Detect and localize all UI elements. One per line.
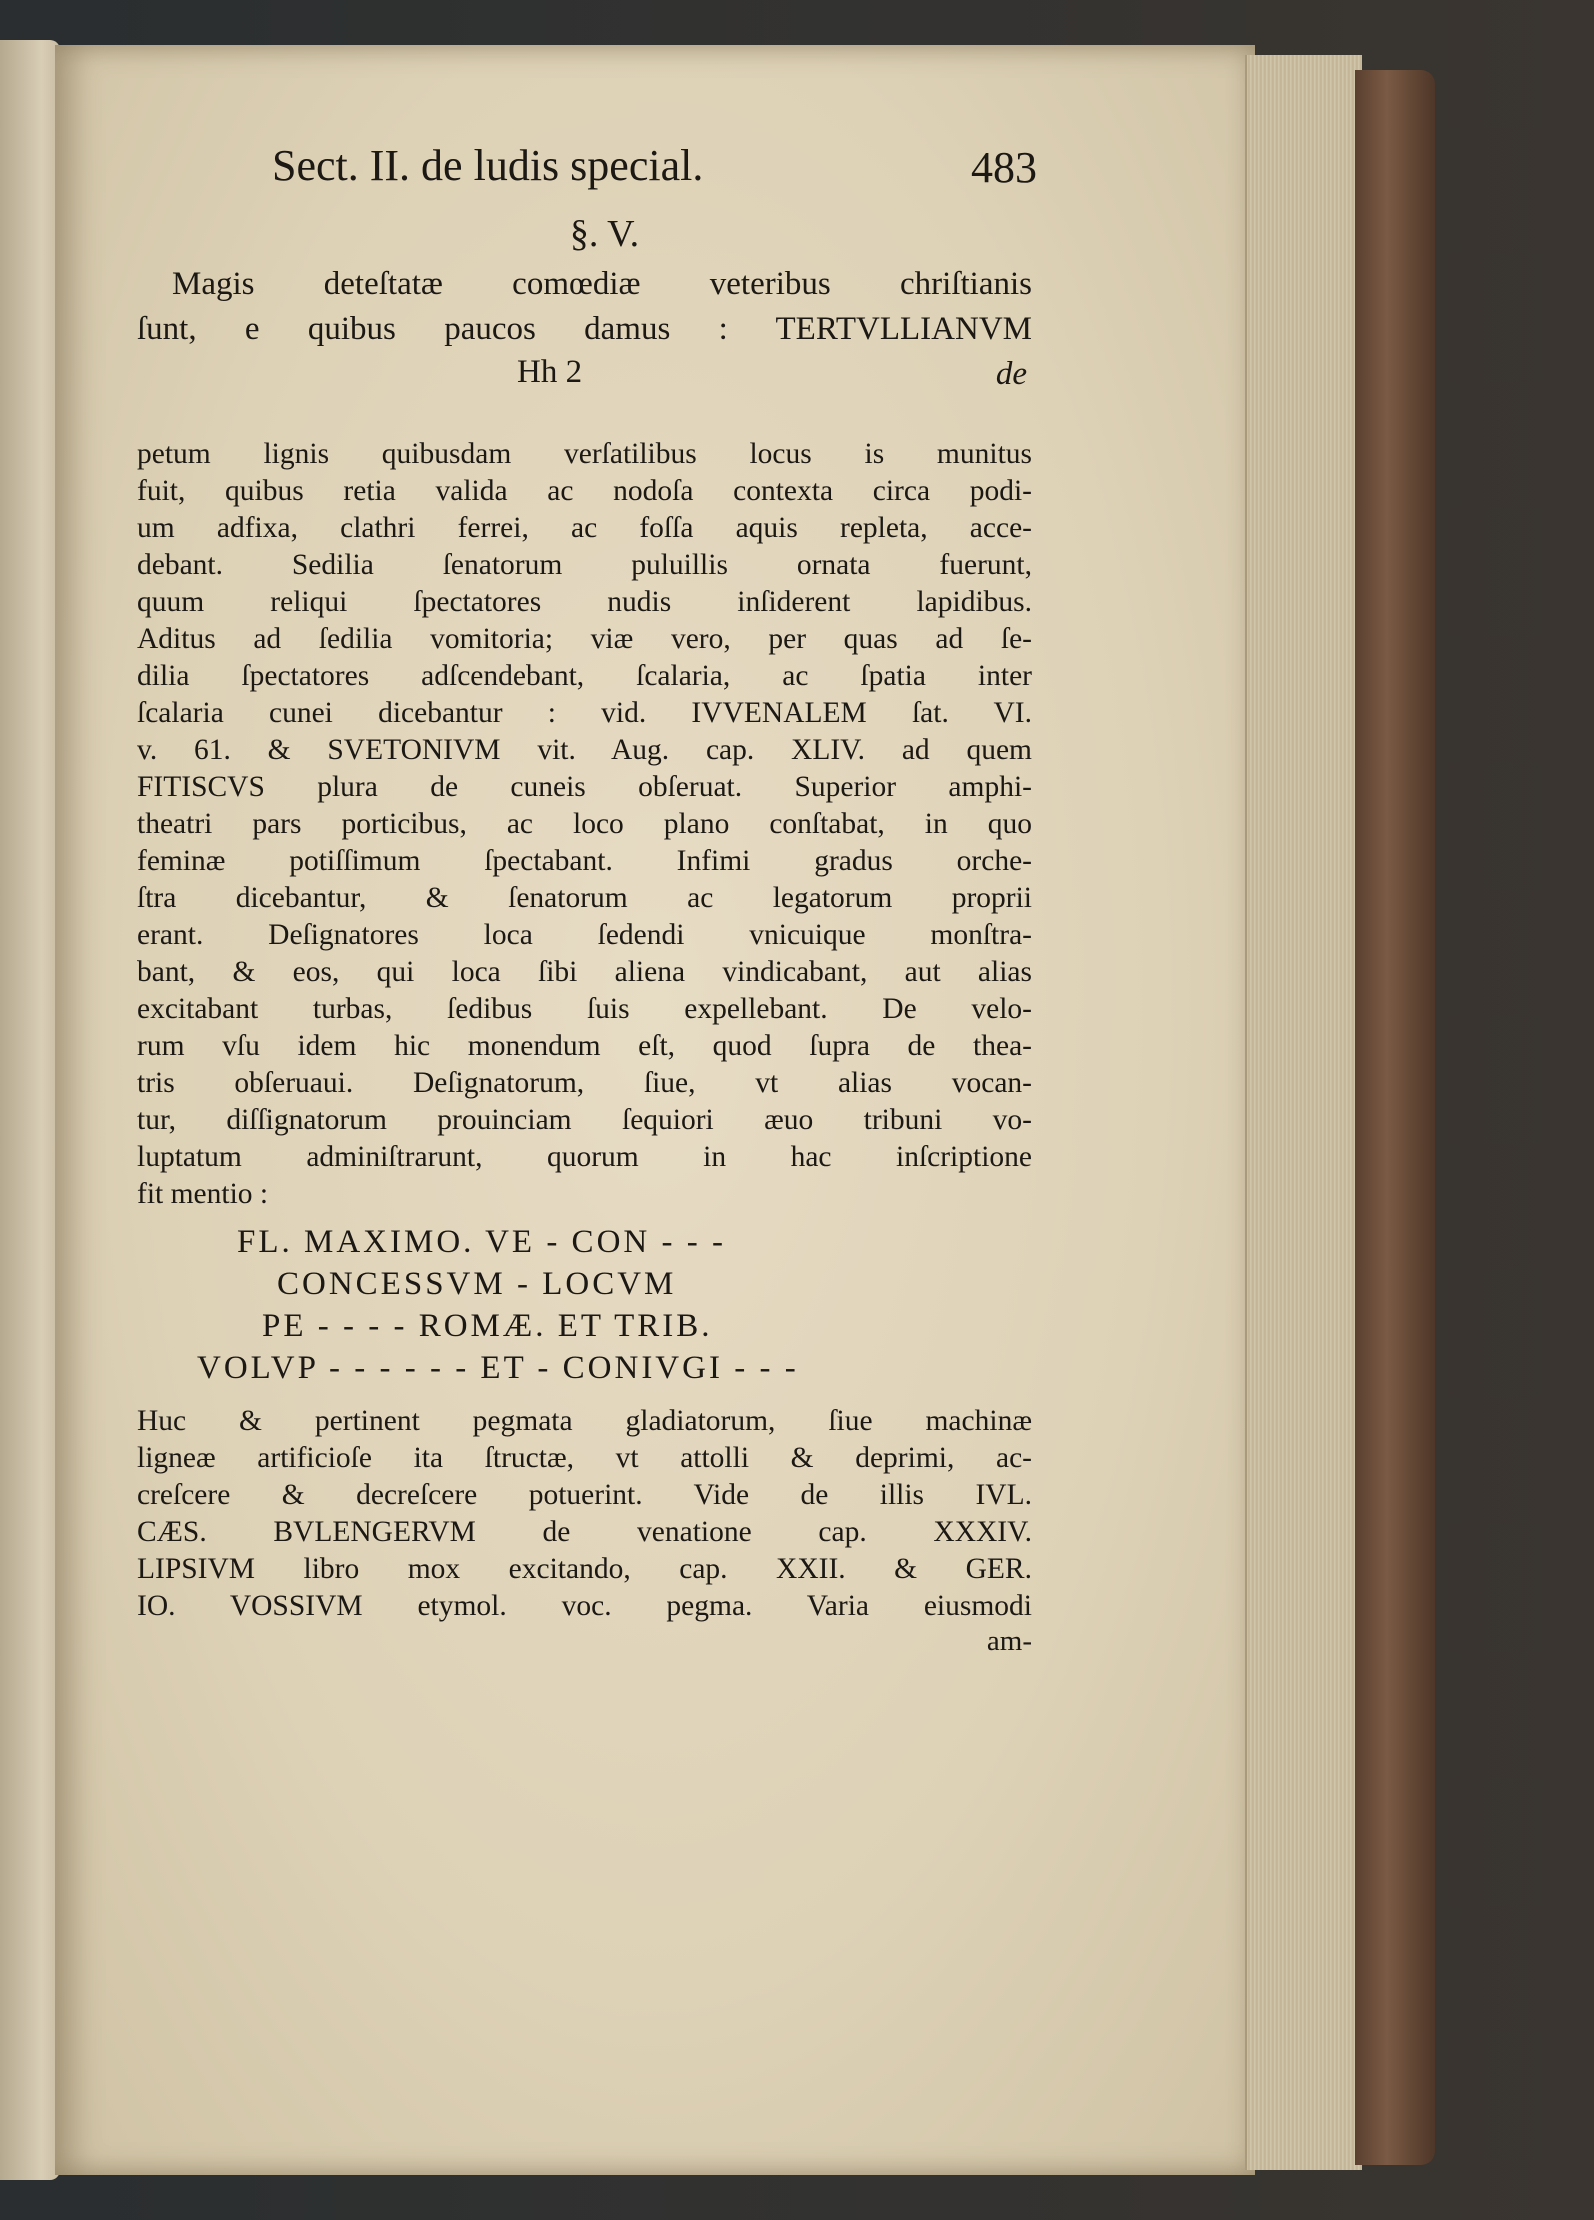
body-paragraph-2: [137, 1403, 1032, 1625]
body-line: creſcere & decreſcere potuerint. Vide de illis IVL.: [137, 1479, 1032, 1511]
book-cover-edge: [1355, 70, 1435, 2165]
body-line: erant. Deſignatores loca ſedendi vnicuique monſtra-: [137, 919, 1032, 951]
body-line: tris obſeruaui. Deſignatorum, ſiue, vt alias vocan-: [137, 1067, 1032, 1099]
body-line: rum vſu idem hic monendum eſt, quod ſupra de thea-: [137, 1030, 1032, 1062]
bottom-catchword: am-: [986, 1625, 1032, 1657]
body-line: LIPSIVM libro mox excitando, cap. XXII. & GER.: [137, 1553, 1032, 1585]
page-text: [137, 130, 1037, 1665]
body-line: CÆS. BVLENGERVM de venatione cap. XXXIV.: [137, 1516, 1032, 1548]
lead-line: ſunt, e quibus paucos damus : TERTVLLIANVM: [137, 311, 1032, 347]
lead-line: Magis deteſtatæ comœdiæ veteribus chriſtianis: [172, 266, 1032, 302]
body-line: ligneæ artificioſe ita ſtructæ, vt attolli & deprimi, ac-: [137, 1442, 1032, 1474]
body-line: feminæ potiſſimum ſpectabant. Infimi gradus orche-: [137, 845, 1032, 877]
inscription-line: FL. MAXIMO. VE - CON - - -: [237, 1224, 726, 1260]
signature-mark: Hh 2: [517, 354, 583, 390]
body-line: tur, diſſignatorum prouinciam ſequiori æuo tribuni vo-: [137, 1104, 1032, 1136]
inscription-line: CONCESSVM - LOCVM: [277, 1266, 677, 1302]
body-line: excitabant turbas, ſedibus ſuis expellebant. De velo-: [137, 993, 1032, 1025]
body-paragraph: [137, 436, 1032, 1213]
previous-page-edge: [0, 40, 60, 2180]
signature-line: [137, 352, 1032, 400]
lead-paragraph: [137, 262, 1032, 352]
running-head: [137, 130, 1037, 192]
page-block-edges: [1245, 55, 1362, 2170]
inscription-block: [137, 1221, 1032, 1389]
body-line: ſtra dicebantur, & ſenatorum ac legatorum proprii: [137, 882, 1032, 914]
body-line: bant, & eos, qui loca ſibi aliena vindicabant, aut alias: [137, 956, 1032, 988]
body-line: Huc & pertinent pegmata gladiatorum, ſiue machinæ: [137, 1405, 1032, 1437]
body-line: theatri pars porticibus, ac loco plano conſtabat, in quo: [137, 808, 1032, 840]
body-line: fuit, quibus retia valida ac nodoſa contexta circa podi-: [137, 475, 1032, 507]
body-line: luptatum adminiſtrarunt, quorum in hac inſcriptione: [137, 1141, 1032, 1173]
section-heading: §. V.: [569, 213, 640, 255]
body-line: Aditus ad ſedilia vomitoria; viæ vero, per quas ad ſe-: [137, 623, 1032, 655]
body-line: um adfixa, clathri ferrei, ac foſſa aquis repleta, acce-: [137, 512, 1032, 544]
body-line: dilia ſpectatores adſcendebant, ſcalaria, ac ſpatia inter: [137, 660, 1032, 692]
inscription-line: PE - - - - ROMÆ. ET TRIB.: [262, 1308, 713, 1344]
body-line: debant. Sedilia ſenatorum puluillis ornata fuerunt,: [137, 549, 1032, 581]
catchword: de: [995, 356, 1027, 392]
inscription-line: VOLVP - - - - - - ET - CONIVGI - - -: [197, 1350, 799, 1386]
body-line: IO. VOSSIVM etymol. voc. pegma. Varia eiusmodi: [137, 1590, 1032, 1622]
body-line: v. 61. & SVETONIVM vit. Aug. cap. XLIV. ad quem: [137, 734, 1032, 766]
page-number: 483: [971, 143, 1037, 192]
bottom-catchword-line: [137, 1625, 1032, 1665]
body-line: fit mentio :: [137, 1178, 269, 1210]
running-head-title: Sect. II. de ludis special.: [272, 141, 704, 190]
body-line: ſcalaria cunei dicebantur : vid. IVVENALEM ſat. VI.: [137, 697, 1032, 729]
body-line: quum reliqui ſpectatores nudis inſiderent lapidibus.: [137, 586, 1032, 618]
body-line: petum lignis quibusdam verſatilibus locus is munitus: [137, 438, 1032, 470]
body-line: FITISCVS plura de cuneis obſeruat. Superior amphi-: [137, 771, 1032, 803]
